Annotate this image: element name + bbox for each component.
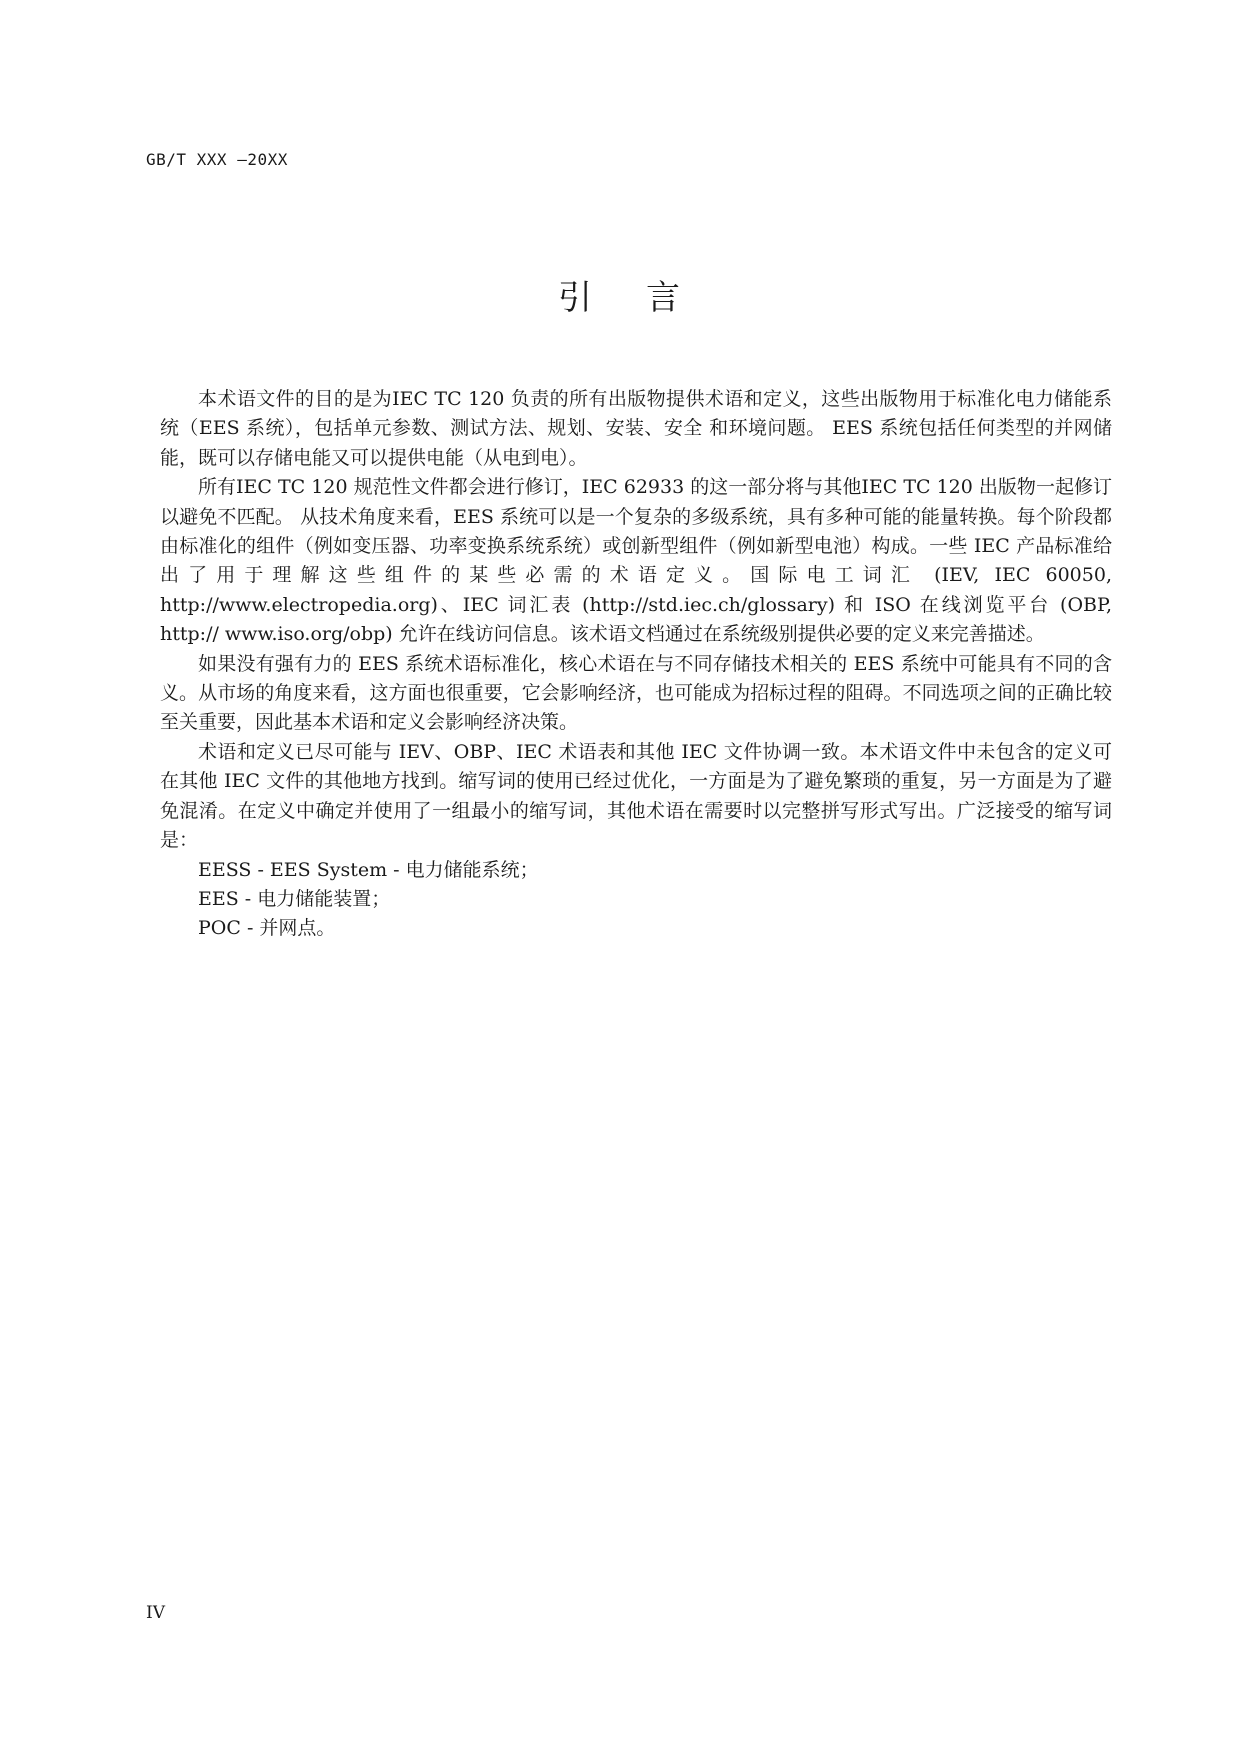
- abbreviation-eess: EESS - EES System - 电力储能系统；: [198, 858, 539, 881]
- paragraph-3: 如果没有强有力的 EES 系统术语标准化，核心术语在与不同存储技术相关的 EES 系统中可能具有不同的含义。从市场的角度来看，这方面也很重要，它会影响经济，也可能成为招标过程的阻碍。不同选项之间的正确比较至关重要，因此基本术语和定义会影响经济决策。: [160, 652, 1112, 734]
- page-number: IV: [146, 1603, 165, 1623]
- paragraph-4: 术语和定义已尽可能与 IEV、OBP、IEC 术语表和其他 IEC 文件协调一致。本术语文件中未包含的定义可在其他 IEC 文件的其他地方找到。缩写词的使用已经过优化，一方面是为了避免繁琐的重复，另一方面是为了避免混淆。在定义中确定并使用了一组最小的缩写词，其他术语在需要时以完整拼写形式写出。广泛接受的缩写词是：: [160, 740, 1112, 852]
- abbreviation-ees: EES - 电力储能装置；: [198, 887, 391, 910]
- page-title-char-2: 言: [646, 278, 682, 318]
- paragraph-1: 本术语文件的目的是为IEC TC 120 负责的所有出版物提供术语和定义，这些出版物用于标准化电力储能系统（EES 系统），包括单元参数、测试方法、规划、安装、安全 和环境问题。 EES 系统包括任何类型的并网储能，既可以存储电能又可以提供电能（从电到电）。: [160, 388, 1112, 469]
- paragraph-2: 所有IEC TC 120 规范性文件都会进行修订，IEC 62933 的这一部分将与其他IEC TC 120 出版物一起修订以避免不匹配。 从技术角度来看，EES 系统可以是一个复杂的多级系统，具有多种可能的能量转换。每个阶段都由标准化的组件（例如变压器、功率变换系统系统）或创新型组件（例如新型电池）构成。一些 IEC 产品标准给出了用于理解这些组件的某些必需的术语定义。国际电工词汇 (IEV, IEC 60050, http://www.electropedia.org)、IEC 词汇表 (http://std.iec.ch/glossary) 和 ISO 在线浏览平台 (OBP, http:// www.iso.org/obp) 允许在线访问信息。该术语文档通过在系统级别提供必要的定义来完善描述。: [160, 476, 1112, 646]
- page-title: [0, 270, 1240, 319]
- page-title-char-1: 引: [558, 278, 594, 318]
- introduction-body: [160, 385, 1112, 944]
- standard-code: GB/T XXX —20XX: [146, 150, 288, 169]
- abbreviation-poc: POC - 并网点。: [198, 917, 336, 940]
